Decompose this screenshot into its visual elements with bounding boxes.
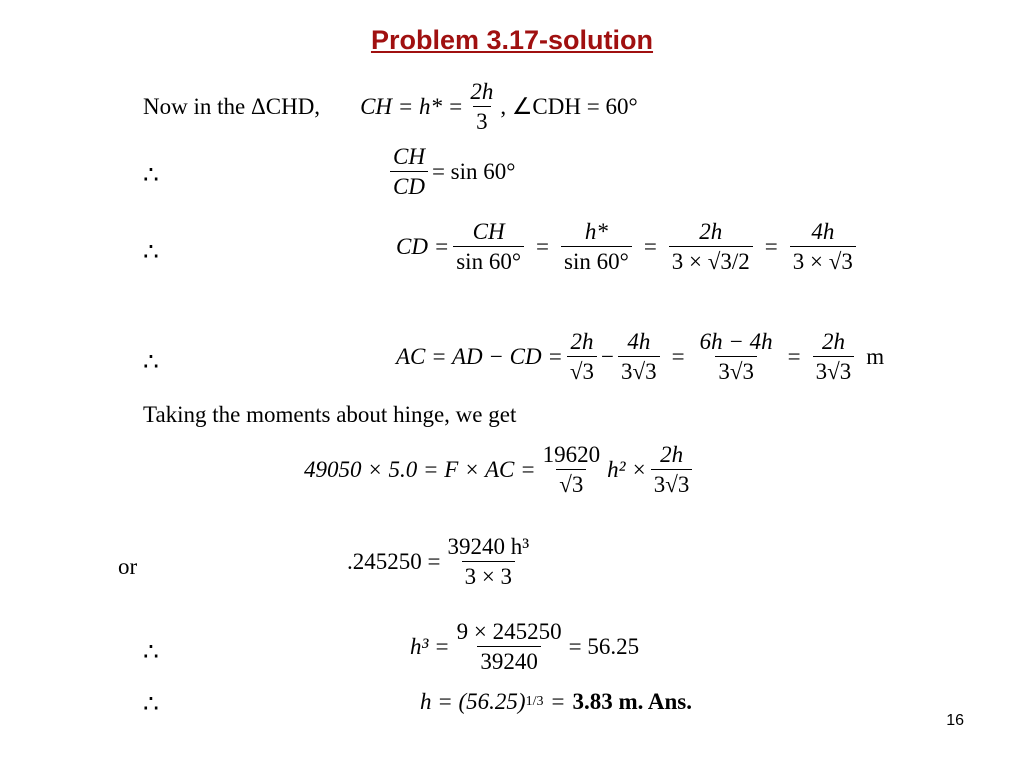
fraction-denominator: √3 — [556, 469, 586, 496]
equals-sign: = — [671, 344, 685, 369]
line-ch-over-cd — [386, 145, 515, 198]
fraction-numerator: 4h — [627, 329, 651, 354]
slide-title: Problem 3.17-solution — [370, 25, 654, 55]
fraction-denominator: 3 — [473, 106, 491, 133]
minus-sign: − — [601, 344, 615, 369]
fraction-numerator: 2h — [470, 79, 494, 104]
fraction-denominator: 39240 — [477, 646, 541, 673]
fraction-numerator: 39240 h³ — [447, 534, 530, 559]
line-cd-value — [396, 220, 860, 273]
line8-lhs: h³ = — [410, 634, 450, 659]
therefore-symbol-3: ∴ — [143, 239, 159, 266]
line1-angle: , ∠CDH = 60° — [500, 94, 638, 119]
fraction-denominator: 3√3 — [715, 356, 757, 383]
equals-sign: = — [551, 689, 565, 714]
fraction-numerator: h* — [584, 219, 608, 244]
line6-mid: h² × — [607, 457, 647, 482]
unit-label: m — [866, 344, 885, 369]
fraction-denominator: CD — [390, 171, 428, 198]
line1-intro: Now in the ΔCHD, — [143, 94, 321, 119]
fraction-numerator: CH — [393, 144, 425, 169]
line-moments-text — [143, 403, 516, 426]
fraction-2h-over-3root3 — [651, 443, 693, 496]
therefore-symbol-4: ∴ — [143, 349, 159, 376]
line-moment-equation — [304, 443, 696, 496]
equals-sign: = — [643, 234, 657, 259]
fraction-denominator: 3 × √3/2 — [669, 246, 753, 273]
fraction-denominator: 3 × 3 — [462, 561, 515, 588]
fraction-denominator: 3 × √3 — [790, 246, 856, 273]
fraction-denominator: 3√3 — [618, 356, 660, 383]
final-answer: 3.83 m. Ans. — [572, 689, 692, 714]
line2-rhs: = sin 60° — [431, 159, 516, 184]
or-label: or — [118, 554, 138, 579]
fraction-19620-over-root3 — [540, 443, 604, 496]
line9-lhs: h = (56.25) — [420, 689, 526, 714]
line7-lhs: .245250 = — [347, 549, 441, 574]
fraction-4h-over-3root3 — [618, 330, 660, 383]
fraction-numerator: 2h — [570, 329, 594, 354]
fraction-numerator: 9 × 245250 — [456, 619, 562, 644]
fraction-numerator: 19620 — [542, 442, 601, 467]
fraction-ch-over-sin60 — [453, 220, 524, 273]
line8-rhs: = 56.25 — [568, 634, 640, 659]
fraction-denominator: 3√3 — [651, 469, 693, 496]
fraction-9x245250-over-39240 — [454, 620, 565, 673]
line-or-prefix — [118, 555, 137, 578]
fraction-numerator: 2h — [660, 442, 684, 467]
moments-sentence: Taking the moments about hinge, we get — [143, 402, 517, 427]
line1-lhs: CH = h* = — [360, 94, 464, 119]
line-ac-value — [396, 330, 884, 383]
fraction-denominator: sin 60° — [561, 246, 632, 273]
fraction-2h-over-3root3half — [669, 220, 753, 273]
fraction-2h-over-3root3 — [813, 330, 855, 383]
fraction-hstar-over-sin60 — [561, 220, 632, 273]
therefore-symbol-9: ∴ — [143, 691, 159, 718]
line-ch-value — [143, 80, 638, 133]
equals-sign: = — [787, 344, 801, 369]
page-number: 16 — [946, 712, 964, 729]
equals-sign: = — [536, 234, 550, 259]
fraction-denominator: 3√3 — [813, 356, 855, 383]
line4-lhs: AC = AD − CD = — [396, 344, 563, 369]
fraction-39240h3-over-9 — [444, 535, 532, 588]
fraction-2h-over-root3 — [567, 330, 597, 383]
fraction-numerator: 2h — [821, 329, 845, 354]
exponent-one-third: 1/3 — [525, 693, 544, 709]
fraction-denominator: sin 60° — [453, 246, 524, 273]
fraction-numerator: 4h — [811, 219, 835, 244]
fraction-ch-over-cd — [390, 145, 428, 198]
fraction-2h-over-3 — [467, 80, 496, 133]
fraction-4h-over-3root3 — [790, 220, 856, 273]
line-final-answer — [420, 690, 692, 713]
line6-lhs: 49050 × 5.0 = F × AC = — [304, 457, 536, 482]
therefore-symbol-8: ∴ — [143, 639, 159, 666]
line-245250-equation — [347, 535, 536, 588]
fraction-numerator: 2h — [699, 219, 723, 244]
fraction-denominator: √3 — [567, 356, 597, 383]
therefore-symbol-2: ∴ — [143, 162, 159, 189]
line-h-cubed — [410, 620, 639, 673]
fraction-numerator: CH — [472, 219, 505, 244]
equals-sign: = — [764, 234, 778, 259]
fraction-numerator: 6h − 4h — [699, 329, 773, 354]
fraction-6h-minus-4h — [697, 330, 776, 383]
line3-lhs: CD = — [396, 234, 450, 259]
